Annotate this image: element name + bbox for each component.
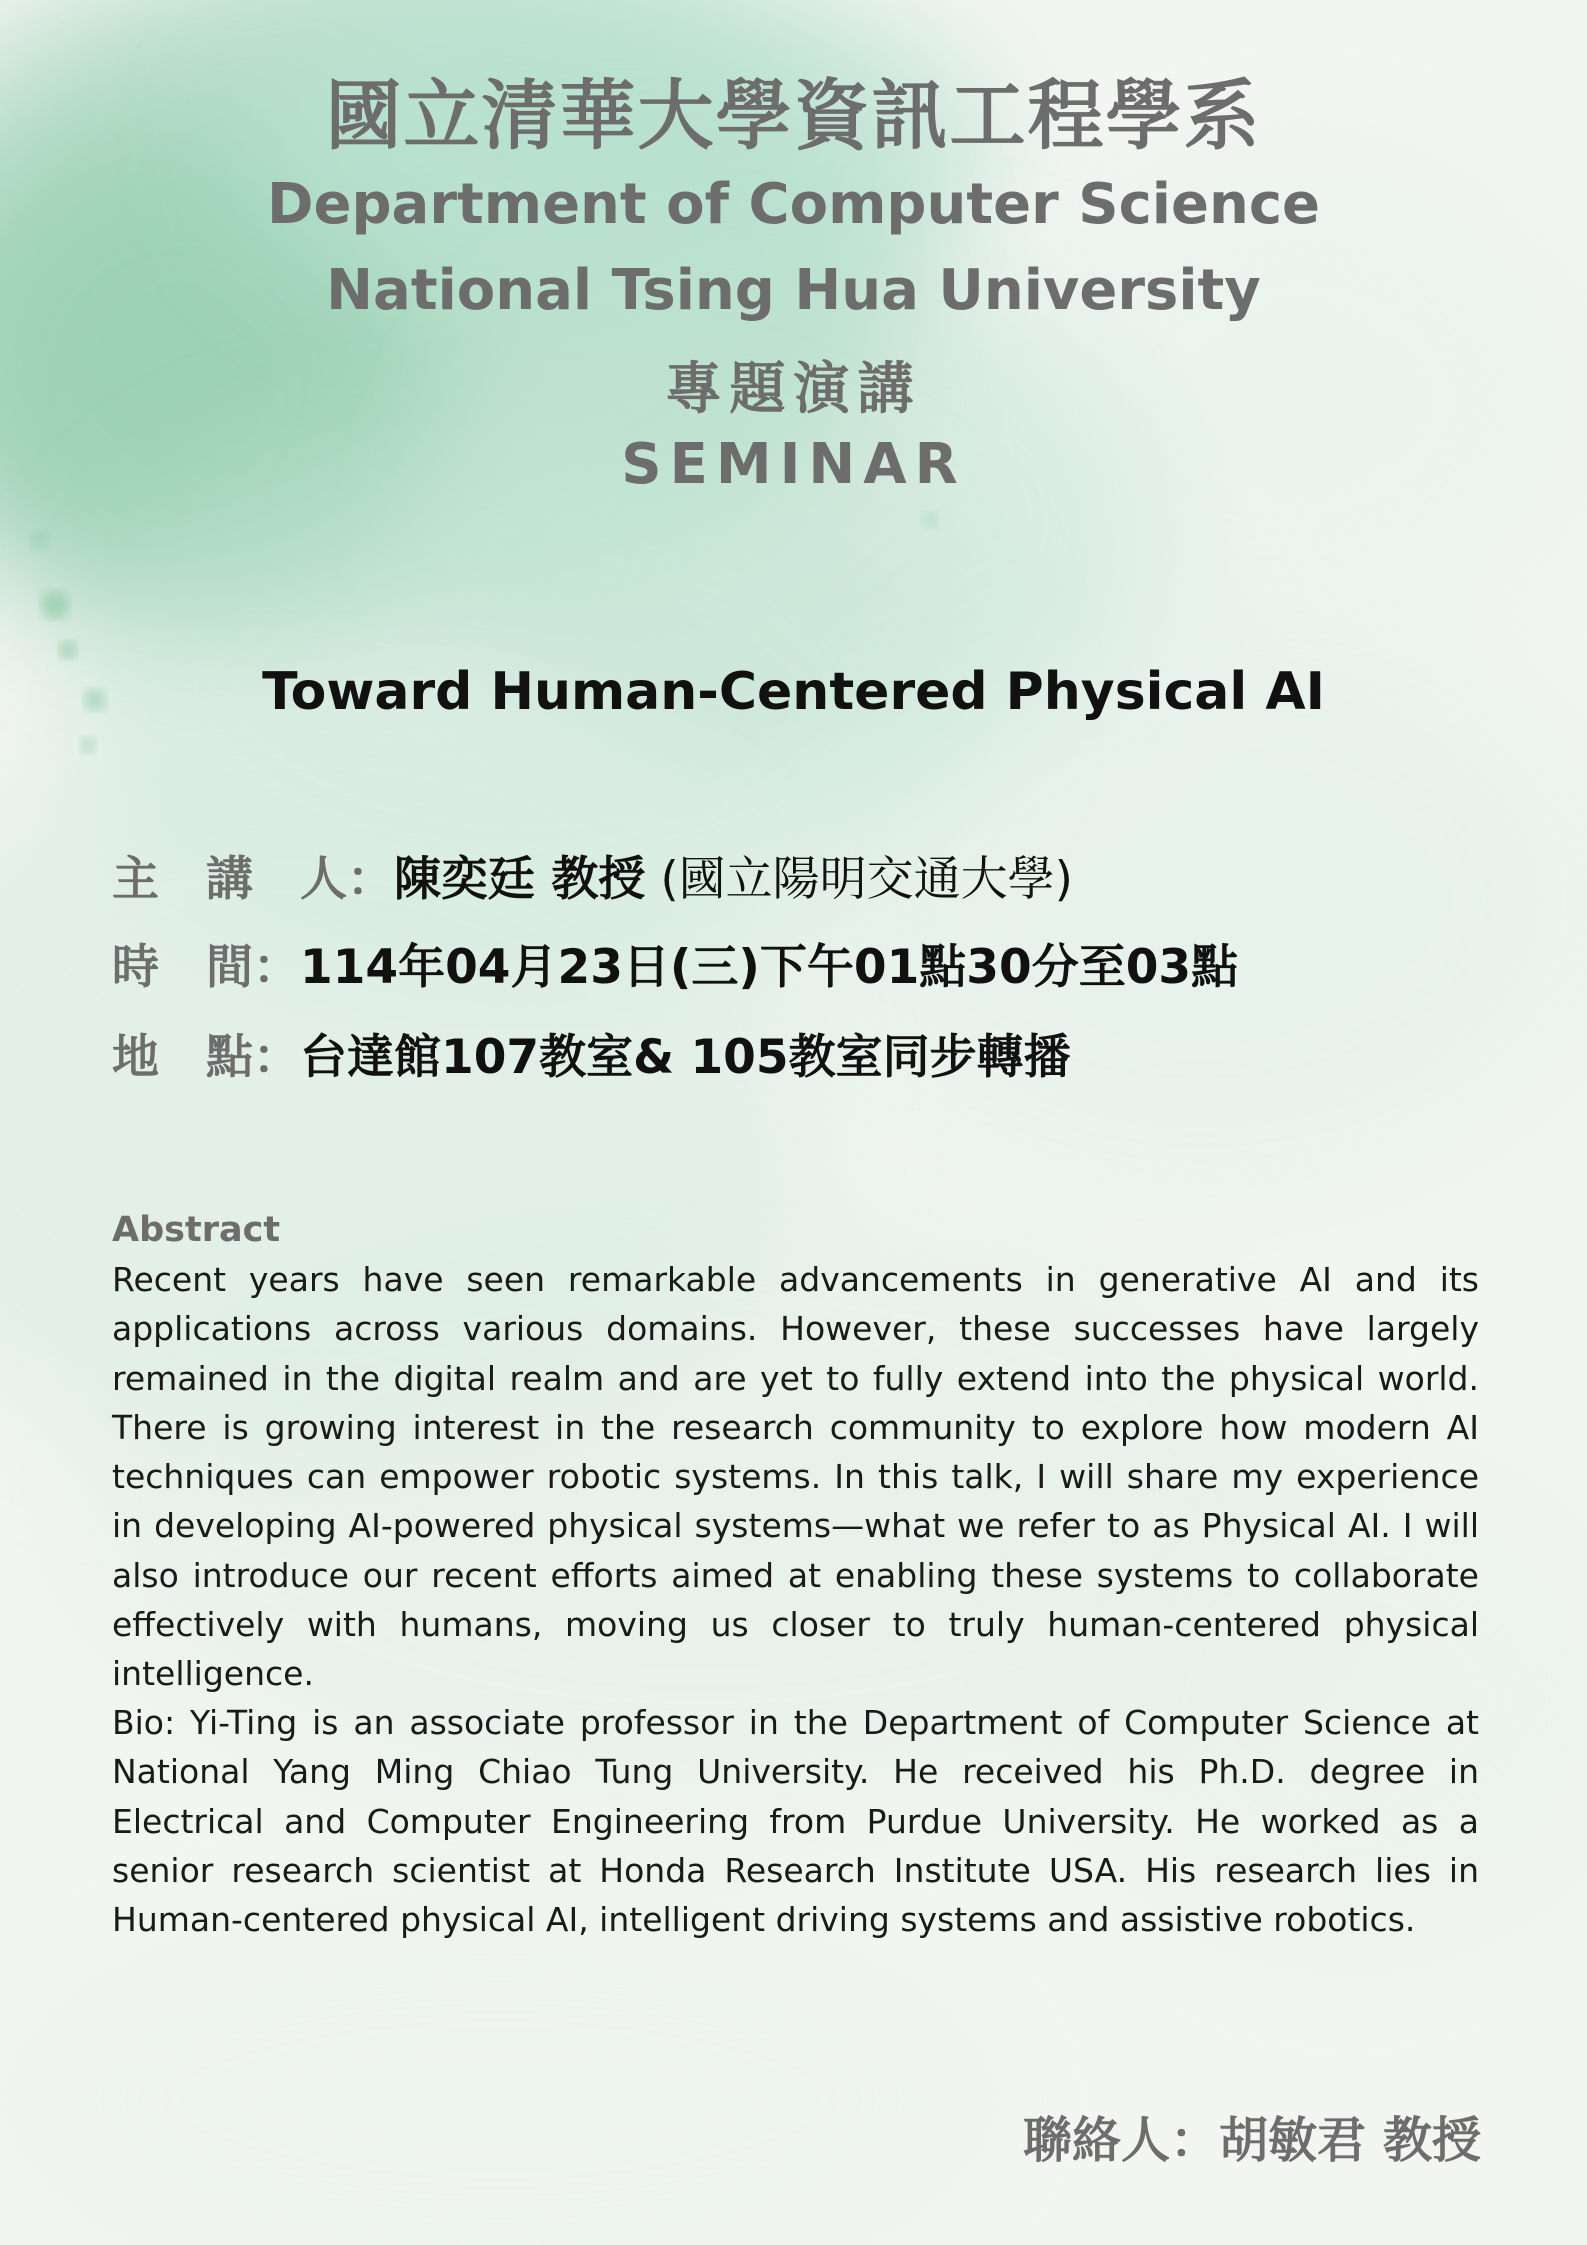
speaker-row — [112, 842, 1073, 909]
department-title-chinese: 國立清華大學資訊工程學系 — [325, 71, 1262, 160]
abstract-text: Recent years have seen remarkable advancements in generative AI and its applications across various domains. However, these successes have largely remained in the digital realm and are yet to fully extend into the physical world. There is growing interest in the research community to explore how modern AI techniques can empower robotic systems. In this talk, I will share my experience in developing AI-powered physical systems—what we refer to as Physical AI. I will also introduce our recent efforts aimed at enabling these systems to collaborate effectively with humans, moving us closer to truly human-centered physical intelligence. — [112, 1260, 1479, 1694]
university-name-english: National Tsing Hua University — [326, 258, 1261, 323]
bio-text: Bio: Yi-Ting is an associate professor in the Department of Computer Science at National Yang Ming Chiao Tung University. He received his Ph.D. degree in Electrical and Computer Engineering from Purdue University. He worked as a senior research scientist at Honda Research Institute USA. His research lies in Human-centered physical AI, intelligent driving systems and assistive robotics. — [112, 1703, 1479, 1940]
speaker-name: 陳奕廷 教授 — [394, 852, 646, 907]
seminar-title-english: SEMINAR — [621, 432, 966, 497]
time-row — [112, 930, 1238, 997]
place-value: 台達館107教室& 105教室同步轉播 — [300, 1030, 1071, 1085]
contact-person: 聯絡人：胡敏君 教授 — [1022, 2112, 1481, 2169]
seminar-title-chinese: 專題演講 — [665, 357, 922, 422]
time-value: 114年04月23日(三)下午01點30分至03點 — [300, 940, 1239, 995]
speaker-label: 主 講 人： — [112, 852, 394, 907]
talk-title: Toward Human-Centered Physical AI — [262, 662, 1325, 722]
time-label: 時 間： — [112, 940, 300, 995]
place-label: 地 點： — [112, 1030, 300, 1085]
department-name-english: Department of Computer Science — [266, 172, 1320, 237]
abstract-heading: Abstract — [112, 1210, 281, 1250]
speaker-affiliation: (國立陽明交通大學) — [645, 852, 1073, 907]
place-row — [112, 1020, 1071, 1087]
